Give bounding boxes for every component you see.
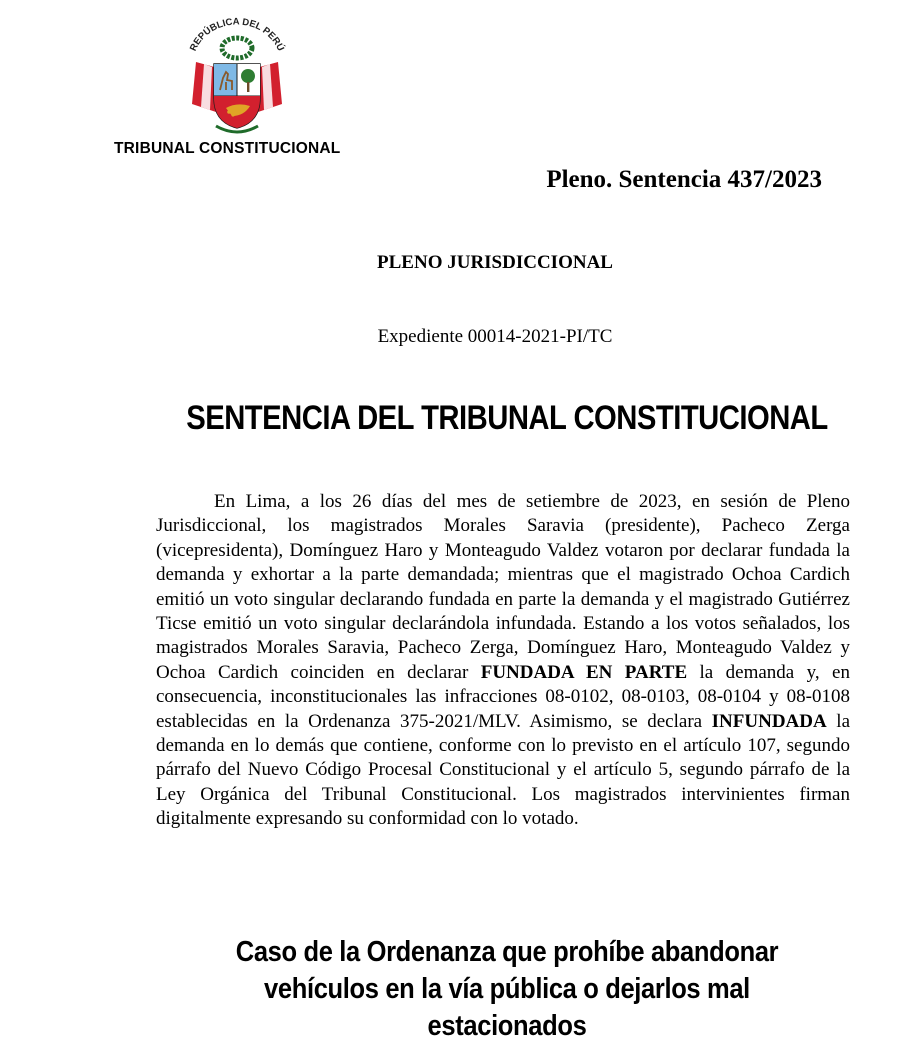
- institution-name: TRIBUNAL CONSTITUCIONAL: [114, 140, 341, 157]
- case-title-line: Caso de la Ordenanza que prohíbe abandonar: [235, 936, 779, 968]
- case-title-line: vehículos en la vía pública o dejarlos mal: [264, 973, 750, 1005]
- ruling-founded-in-part: FUNDADA EN PARTE: [480, 661, 688, 683]
- body-text-segment: En Lima, a los 26 días del mes de setiembre de 2023, en sesión de Pleno Jurisdiccional, los magistrados Morales Saravia (presidente), Pacheco Zerga (vicepresidenta), Domínguez Haro y Monteagudo Valdez votaron por declarar fundada la demanda y exhortar a la parte demandada; mientras que el magistrado Ochoa Cardich emitió un voto singular declarando fundada en parte la demanda y el magistrado Gutiérrez Ticse emitió un voto singular declarándola infundada. Estando a los votos señalados, los magistrados Morales Saravia, Pacheco Zerga, Domínguez Haro, Monteagudo Valdez y Ochoa Cardich coinciden en declarar: [156, 491, 850, 683]
- case-file-number: Expediente 00014-2021-PI/TC: [377, 326, 613, 347]
- document-reference: Pleno. Sentencia 437/2023: [546, 166, 822, 193]
- shield-icon: [214, 64, 260, 128]
- case-title-line: estacionados: [427, 1010, 587, 1042]
- ruling-unfounded: INFUNDADA: [711, 710, 827, 732]
- body-paragraph: [156, 490, 850, 832]
- plenary-heading: PLENO JURISDICCIONAL: [377, 252, 613, 273]
- svg-text:REPÚBLICA DEL PERÚ: [188, 16, 287, 53]
- body-text-segment: la demanda en lo demás que contiene, conforme con lo previsto en el artículo 107, segundo párrafo del Nuevo Código Procesal Constitucional y el artículo 5, segundo párrafo de la Ley Orgánica del Tribunal Constitucional. Los magistrados intervinientes firman digitalmente expresando su conformidad con lo votado.: [156, 710, 851, 830]
- laurel-wreath-icon: [222, 38, 252, 58]
- case-title: [61, 934, 910, 1045]
- body-text-segment: la demanda y, en consecuencia, inconstitucionales las infracciones 08-0102, 08-0103, 08-0104 y 08-0108 establecidas en la Ordenanza 375-2021/MLV. Asimismo, se declara: [156, 661, 850, 732]
- seal-text: REPÚBLICA DEL PERÚ: [187, 16, 287, 53]
- page-title: SENTENCIA DEL TRIBUNAL CONSTITUCIONAL: [186, 399, 828, 437]
- coat-of-arms-seal: [182, 12, 292, 140]
